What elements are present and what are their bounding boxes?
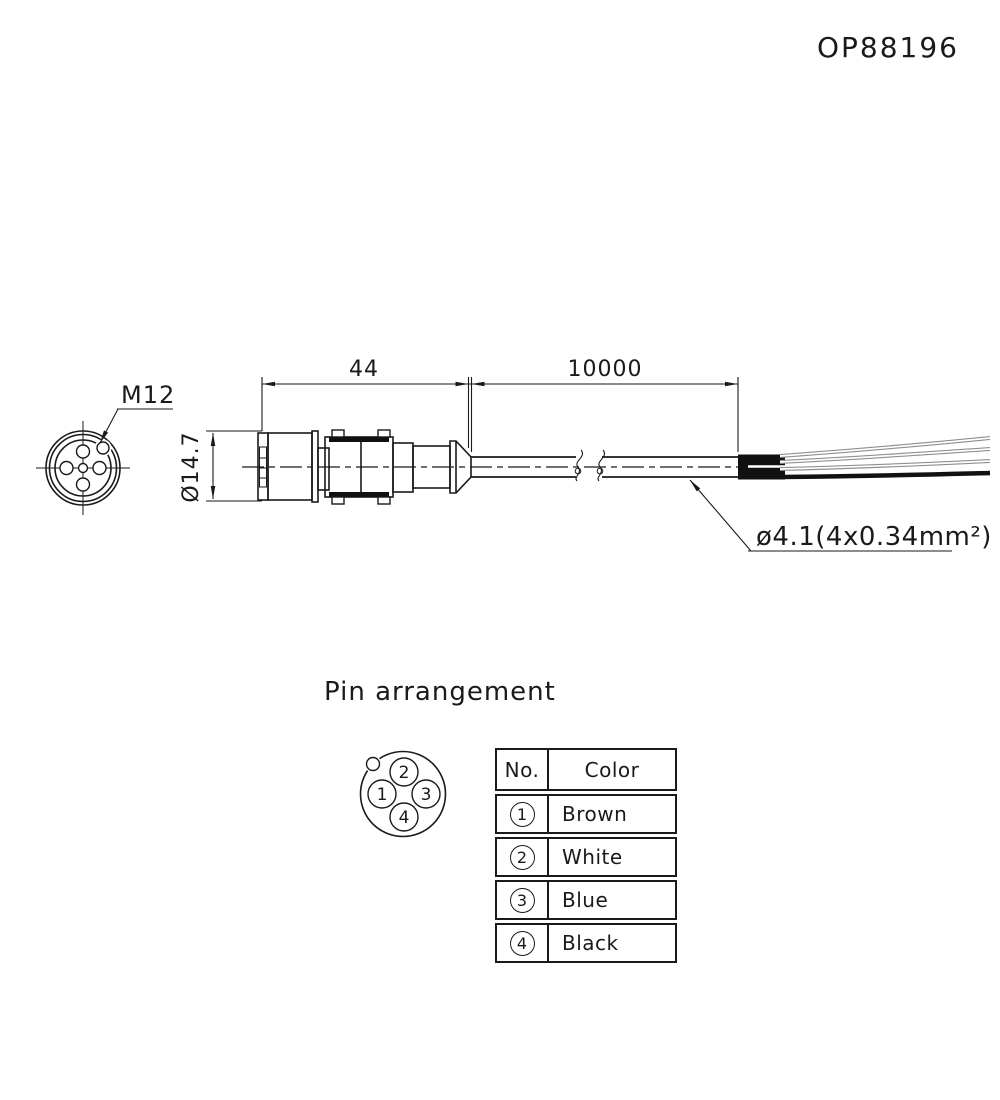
cable-spec-text: ø4.1(4x0.34mm²) — [756, 522, 992, 552]
break-loop-left — [575, 468, 581, 474]
break-mark-left — [576, 450, 582, 481]
break-loop-right — [597, 468, 603, 474]
lock-tab-bottom-right — [378, 497, 390, 504]
pin-color-cell: Black — [562, 931, 619, 955]
table-row — [495, 794, 677, 834]
pin-number-cell — [497, 796, 549, 832]
pin-2-number: 2 — [398, 763, 410, 783]
circled-pin-number: 2 — [510, 845, 535, 870]
arrow-10000-left — [472, 382, 485, 387]
arrow-10000-right — [725, 382, 738, 387]
knurl-band-bottom — [329, 492, 389, 497]
wire-ends — [738, 438, 990, 480]
pin-arrangement-heading: Pin arrangement — [324, 677, 556, 707]
pin-arrangement-diagram — [352, 743, 462, 855]
part-number: OP88196 — [817, 31, 959, 64]
arrow-down — [211, 486, 216, 499]
table-row — [495, 880, 677, 920]
lock-tab-bottom-left — [332, 497, 344, 504]
circled-pin-number: 1 — [510, 802, 535, 827]
pin-number-cell — [497, 925, 549, 961]
wire-1-core — [780, 438, 990, 456]
lock-tab-top-right — [378, 430, 390, 437]
arrow-up — [211, 433, 216, 446]
circled-pin-number: 3 — [510, 888, 535, 913]
pin-color-cell: Blue — [562, 888, 609, 912]
cable-length-text: 10000 — [567, 357, 643, 382]
m12-label — [100, 381, 175, 443]
pin-color-cell: White — [562, 845, 623, 869]
leader-line — [690, 480, 751, 551]
arrow-44-left — [262, 382, 275, 387]
table-header-row — [495, 748, 677, 791]
pin-3-number: 3 — [420, 785, 432, 805]
pin-color-table — [495, 748, 677, 963]
cable-spec-callout — [690, 480, 992, 552]
keyway-notch — [367, 758, 380, 771]
pin-left — [60, 462, 73, 475]
wire-4-black — [780, 473, 990, 477]
diameter-dimension-text: Ø14.7 — [179, 431, 204, 503]
connector-front-view — [36, 421, 130, 515]
table-header-color: Color — [584, 757, 640, 782]
center-pin — [79, 464, 88, 473]
m12-label-text: M12 — [121, 381, 176, 409]
table-row — [495, 837, 677, 877]
table-row — [495, 923, 677, 963]
table-header-no: No. — [497, 750, 549, 789]
connector-length-text: 44 — [349, 357, 379, 382]
pin-top — [77, 445, 90, 458]
pin-4-number: 4 — [398, 808, 410, 828]
pin-number-cell — [497, 882, 549, 918]
pin-number-cell — [497, 839, 549, 875]
pin-color-cell: Brown — [562, 802, 628, 826]
lock-tab-top-left — [332, 430, 344, 437]
pin-right — [93, 462, 106, 475]
cable — [471, 450, 738, 481]
knurl-band-top — [329, 437, 389, 442]
circled-pin-number: 4 — [510, 931, 535, 956]
pin-bottom — [77, 478, 90, 491]
arrow-44-right — [456, 382, 469, 387]
keyway-notch — [97, 442, 109, 454]
neck — [318, 448, 329, 490]
pin-1-number: 1 — [376, 785, 388, 805]
leader-arrowhead — [690, 480, 700, 491]
